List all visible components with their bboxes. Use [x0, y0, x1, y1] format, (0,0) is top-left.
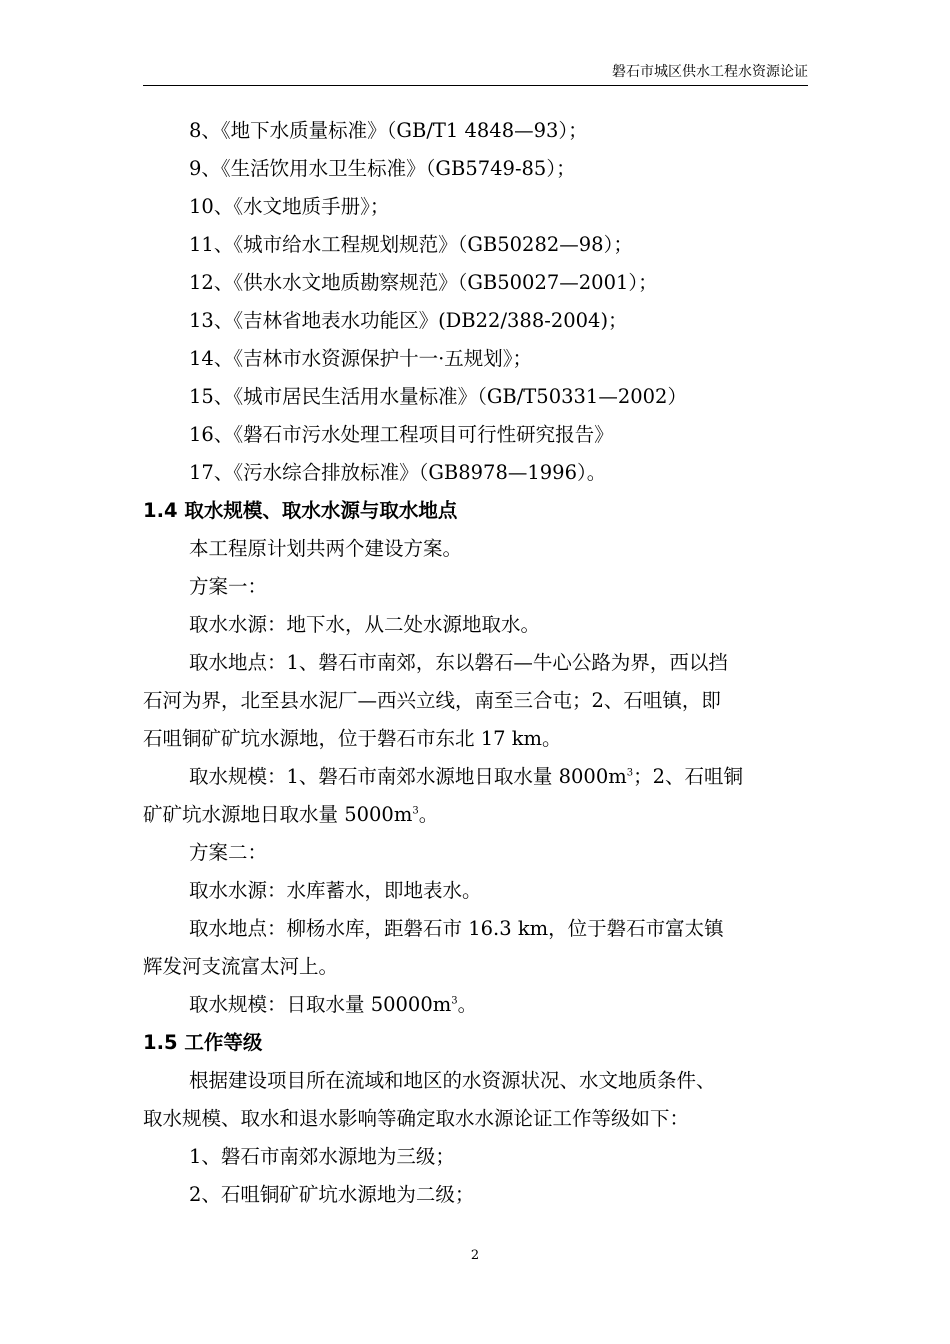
reference-item: 17、《污水综合排放标准》（GB8978—1996）。 — [189, 461, 607, 484]
superscript-3: 3 — [451, 995, 458, 1007]
plan2-source: 取水水源：水库蓄水，即地表水。 — [189, 879, 482, 902]
reference-item: 11、《城市给水工程规划规范》（GB50282—98）； — [189, 233, 633, 256]
reference-item: 14、《吉林市水资源保护十一·五规划》； — [189, 347, 533, 370]
plan1-scale-line — [143, 796, 808, 834]
plan1-source: 取水水源：地下水，从二处水源地取水。 — [189, 613, 541, 636]
reference-item: 10、《水文地质手册》； — [189, 195, 390, 218]
reference-item: 15、《城市居民生活用水量标准》（GB/T50331—2002） — [189, 385, 687, 408]
plan2-scale-line — [143, 986, 808, 1024]
superscript-3: 3 — [412, 805, 419, 817]
reference-item: 13、《吉林省地表水功能区》(DB22/388-2004)； — [189, 309, 628, 332]
plan1-scale-text: ；2、石咀铜 — [633, 765, 744, 788]
plan1-scale-text: 取水规模：1、磐石市南郊水源地日取水量 8000m — [189, 765, 627, 788]
plan1-location-line: 石河为界，北至县水泥厂—西兴立线，南至三合屯；2、石咀镇，即 — [143, 689, 721, 712]
page-number: 2 — [470, 1248, 480, 1263]
plan1-label: 方案一： — [189, 575, 268, 598]
plan2-scale-text: 。 — [457, 993, 478, 1016]
header-title: 磐石市城区供水工程水资源论证 — [612, 64, 808, 80]
reference-item: 9、《生活饮用水卫生标准》（GB5749-85）； — [189, 157, 576, 180]
grade-paragraph-line: 根据建设项目所在流域和地区的水资源状况、水文地质条件、 — [189, 1069, 716, 1092]
reference-item: 12、《供水水文地质勘察规范》（GB50027—2001）； — [189, 271, 658, 294]
section-heading-1-4: 1.4 取水规模、取水水源与取水地点 — [143, 499, 458, 522]
plan1-scale-text: 矿矿坑水源地日取水量 5000m — [143, 803, 413, 826]
plan1-scale-text: 。 — [418, 803, 439, 826]
intro-paragraph: 本工程原计划共两个建设方案。 — [189, 537, 463, 560]
plan1-location-line: 石咀铜矿矿坑水源地，位于磐石市东北 17 km。 — [143, 727, 562, 750]
plan1-location-line: 取水地点：1、磐石市南郊，东以磐石—牛心公路为界，西以挡 — [189, 651, 728, 674]
plan2-label: 方案二： — [189, 841, 268, 864]
plan1-scale-line — [143, 758, 808, 796]
page-header — [143, 60, 808, 86]
grade-item: 1、磐石市南郊水源地为三级； — [189, 1145, 455, 1168]
grade-item: 2、石咀铜矿矿坑水源地为二级； — [189, 1183, 475, 1206]
plan2-location-line: 取水地点：柳杨水库，距磐石市 16.3 km，位于磐石市富太镇 — [189, 917, 724, 940]
reference-item: 16、《磐石市污水处理工程项目可行性研究报告》 — [189, 423, 614, 446]
section-heading-1-5: 1.5 工作等级 — [143, 1031, 263, 1054]
document-body — [143, 112, 808, 1214]
reference-item: 8、《地下水质量标准》（GB/T1 4848—93）； — [189, 119, 588, 142]
grade-paragraph-line: 取水规模、取水和退水影响等确定取水水源论证工作等级如下： — [143, 1107, 690, 1130]
plan2-scale-text: 取水规模：日取水量 50000m — [189, 993, 452, 1016]
superscript-3: 3 — [626, 767, 634, 779]
plan2-location-line: 辉发河支流富太河上。 — [143, 955, 339, 978]
